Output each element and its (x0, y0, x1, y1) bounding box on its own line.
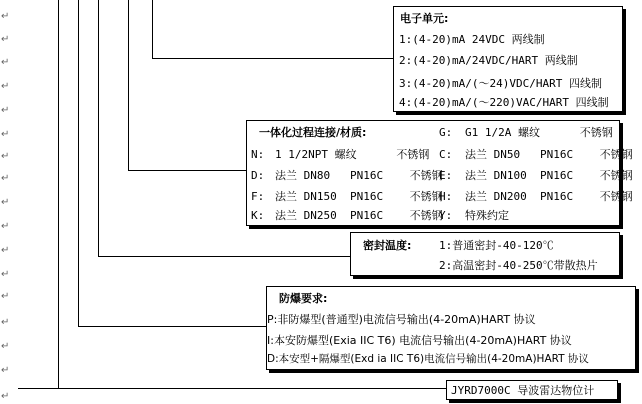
return-mark: ↵ (1, 11, 10, 22)
connector-h-seal (98, 256, 350, 257)
return-mark: ↵ (1, 365, 10, 376)
return-mark: ↵ (1, 291, 10, 302)
electronic-unit-box (393, 6, 623, 112)
process-option-text: 法兰 DN250 PN16C 不锈钢 (275, 209, 443, 222)
connector-main (18, 388, 446, 389)
connector-h-explosion (78, 326, 266, 327)
process-option-code: G: (439, 126, 453, 139)
return-mark: ↵ (1, 341, 10, 352)
process-connection-box (246, 120, 633, 226)
process-option-code: K: (251, 209, 265, 222)
seal-temperature-title: 密封温度: (363, 239, 412, 252)
return-mark: ↵ (1, 245, 10, 256)
model-box (446, 380, 618, 400)
connector-v-electronic (128, 0, 129, 170)
process-option-code: D: (251, 169, 265, 182)
explosion-option-d: D:本安型+隔爆型(Exd ia IIC T6)电流信号输出(4-20mA)HART 协议 (267, 353, 589, 365)
explosion-option-i: I:本安防爆型(Exia IIC T6) 电流信号输出(4-20mA)HART 协议 (267, 334, 572, 347)
connector-v-explosion (58, 0, 59, 388)
return-mark: ↵ (1, 57, 10, 68)
process-option-code: C: (439, 148, 453, 161)
explosion-option-p: P:非防爆型(普通型)电流信号输出(4-20mA)HART 协议 (267, 313, 536, 326)
seal-option-2: 2:高温密封-40-250℃带散热片 (439, 259, 598, 272)
process-option-code: N: (251, 148, 265, 161)
return-mark: ↵ (1, 221, 10, 232)
process-option-text: 法兰 DN150 PN16C 不锈钢 (275, 190, 443, 203)
explosion-proof-box (266, 286, 636, 370)
process-option-text: 特殊约定 (465, 209, 509, 222)
connector-v-unit (152, 0, 153, 58)
return-mark: ↵ (1, 317, 10, 328)
process-option-text: 法兰 DN50 PN16C 不锈钢 (465, 148, 633, 161)
electronic-unit-option-2: 2:(4-20)mA/24VDC/HART 两线制 (399, 54, 578, 67)
connector-h-unit (152, 58, 394, 59)
process-option-text: G1 1/2A 螺纹 不锈钢 (465, 126, 613, 139)
return-mark: ↵ (1, 197, 10, 208)
return-mark: ↵ (1, 391, 10, 402)
process-option-text: 法兰 DN80 PN16C 不锈钢 (275, 169, 443, 182)
electronic-unit-option-3: 3:(4-20)mA/(～24)VDC/HART 四线制 (399, 77, 602, 90)
explosion-proof-title: 防爆要求: (279, 292, 328, 305)
return-mark: ↵ (1, 105, 10, 116)
electronic-unit-title: 电子单元: (400, 12, 449, 25)
return-mark: ↵ (1, 151, 10, 162)
connector-v-process (98, 0, 99, 256)
model-name: JYRD7000C 导波雷达物位计 (451, 384, 595, 397)
process-option-text: 法兰 DN200 PN16C 不锈钢 (465, 190, 633, 203)
return-mark: ↵ (1, 34, 10, 45)
process-option-text: 法兰 DN100 PN16C 不锈钢 (465, 169, 633, 182)
process-option-code: Y: (439, 209, 453, 222)
return-mark: ↵ (1, 81, 10, 92)
process-connection-title: 一体化过程连接/材质: (259, 126, 367, 139)
process-option-code: F: (251, 190, 265, 203)
electronic-unit-option-1: 1:(4-20)mA 24VDC 两线制 (399, 33, 545, 46)
process-option-code: E: (439, 169, 453, 182)
seal-option-1: 1:普通密封-40-120℃ (439, 239, 554, 252)
process-option-text: 1 1/2NPT 螺纹 不锈钢 (275, 148, 430, 161)
process-option-code: H: (439, 190, 453, 203)
return-mark: ↵ (1, 269, 10, 280)
return-mark: ↵ (1, 129, 10, 140)
connector-h-process (128, 170, 246, 171)
seal-temperature-box (350, 232, 620, 276)
connector-v-seal (78, 0, 79, 326)
return-mark: ↵ (1, 173, 10, 184)
electronic-unit-option-4: 4:(4-20)mA/(～220)VAC/HART 四线制 (399, 96, 609, 109)
